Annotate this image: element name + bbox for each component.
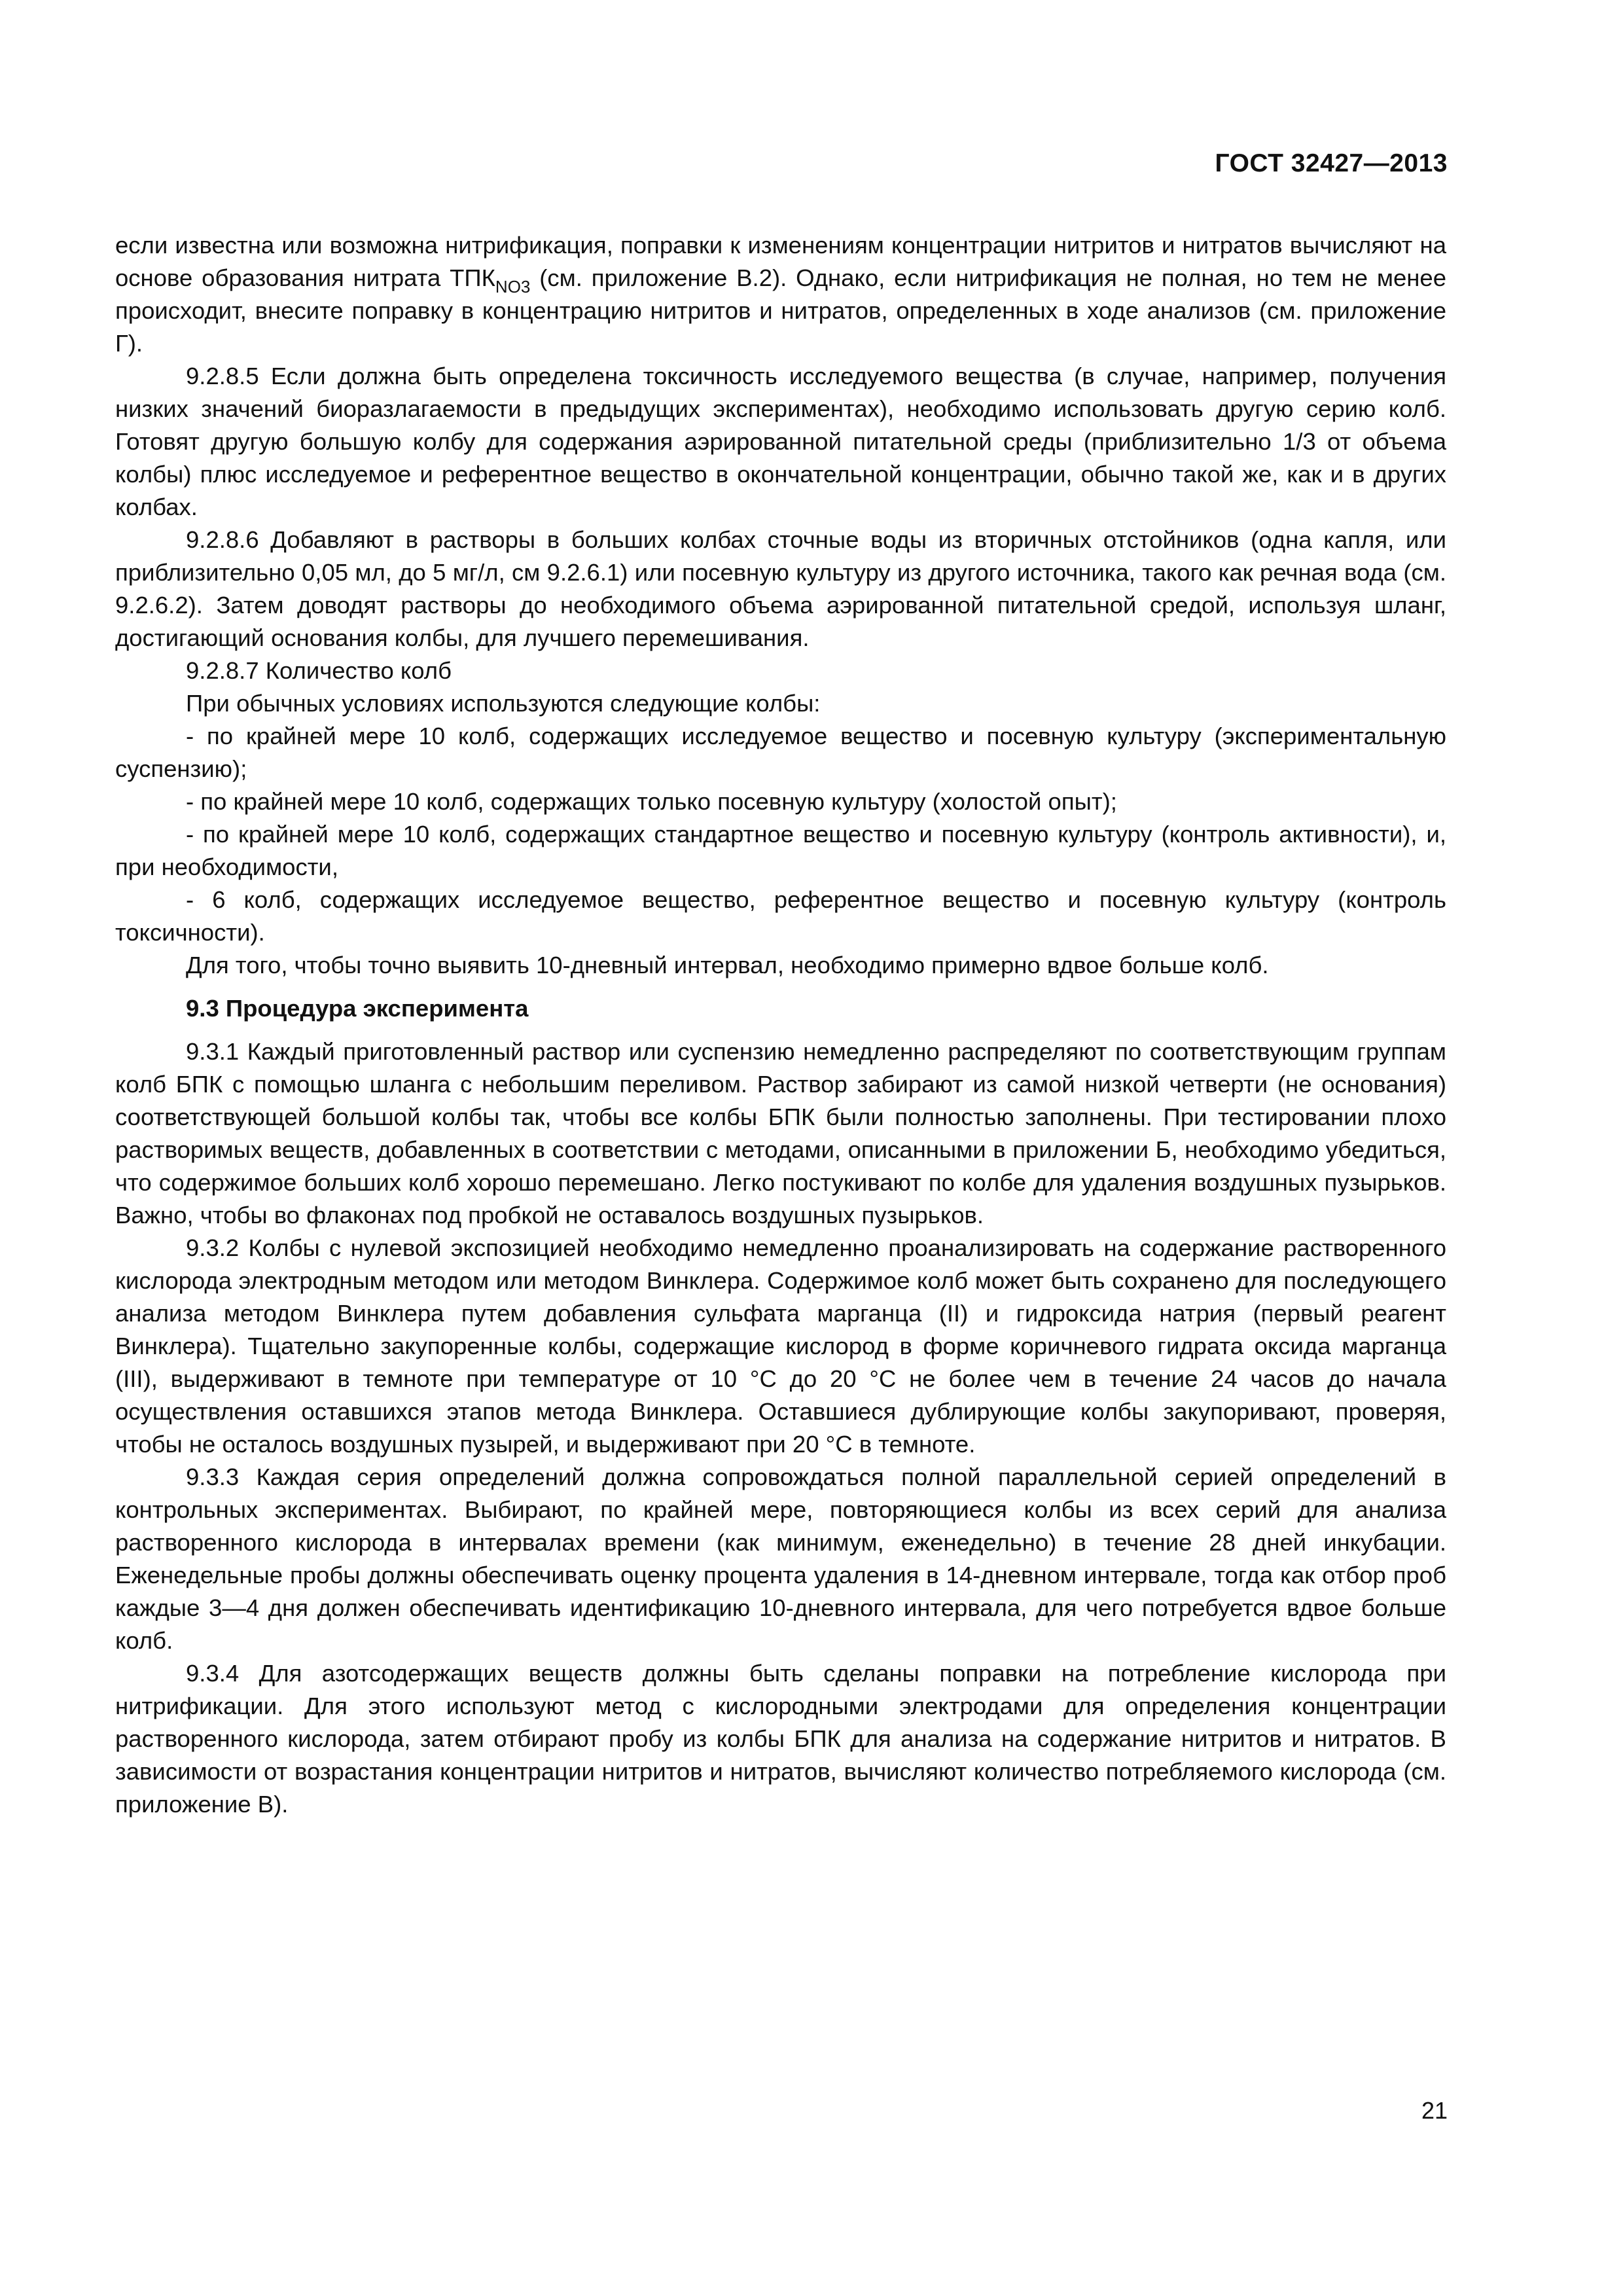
list-item: - по крайней мере 10 колб, содержащих только посевную культуру (холостой опыт); [186,788,1117,815]
paragraph-9-3-3: 9.3.3 Каждая серия определений должна сопровождаться полной параллельной серией определений в контрольных экспериментах. Выбирают, по крайней мере, повторяющиеся колбы из всех серий для анализа растворенного кислорода в интервалах времени (как минимум, еженедельно) в течение 28 дней инкубации. Еженедельные пробы должны обеспечивать оценку процента удаления в 14-дневном интервале, тогда как отбор проб каждые 3—4 дня должен обеспечивать идентификацию 10-дневного интервала, для чего потребуется вдвое больше колб. [115,1463,1446,1654]
paragraph-continuation [115,229,1446,360]
standard-header: ГОСТ 32427—2013 [1215,149,1448,177]
paragraph-9-2-8-5: 9.2.8.5 Если должна быть определена токсичность исследуемого вещества (в случае, например, получения низких значений биоразлагаемости в предыдущих экспериментах), необходимо использовать другую серию колб. Готовят другую большую колбу для содержания аэрированной питательной среды (приблизительно 1/3 от объема колбы) плюс исследуемое и референтное вещество в окончательной концентрации, обычно такой же, как и в других колбах. [115,363,1446,520]
paragraph-usual-conditions: При обычных условиях используются следующие колбы: [186,690,821,717]
page-number: 21 [1421,2097,1448,2124]
paragraph-9-2-8-6: 9.2.8.6 Добавляют в растворы в больших колбах сточные воды из вторичных отстойников (одна капля, или приблизительно 0,05 мл, до 5 мг/л, см 9.2.6.1) или посевную культуру из другого источника, такого как речная вода (см. 9.2.6.2). Затем доводят растворы до необходимого объема аэрированной питательной средой, используя шланг, достигающий основания колбы, для лучшего перемешивания. [115,526,1446,651]
paragraph-9-3-2: 9.3.2 Колбы с нулевой экспозицией необходимо немедленно проанализировать на содержание растворенного кислорода электродным методом или методом Винклера. Содержимое колб может быть сохранено для последующего анализа методом Винклера путем добавления сульфата марганца (II) и гидроксида натрия (первый реагент Винклера). Тщательно закупоренные колбы, содержащие кислород в форме коричневого гидрата оксида марганца (III), выдерживают в темноте при температуре от 10 °С до 20 °С не более чем в течение 24 часов до начала осуществления оставшихся этапов метода Винклера. Оставшиеся дублирующие колбы закупоривают, проверяя, чтобы не осталось воздушных пузырей, и выдерживают при 20 °С в темноте. [115,1234,1446,1458]
paragraph-9-3-4: 9.3.4 Для азотсодержащих веществ должны быть сделаны поправки на потребление кислорода при нитрификации. Для этого используют метод с кислородными электродами для определения концентрации растворенного кислорода, затем отбирают пробу из колбы БПК для анализа на содержание нитритов и нитратов. В зависимости от возрастания концентрации нитритов и нитратов, вычисляют количество потребляемого кислорода (см. приложение В). [115,1660,1446,1818]
subscript-no3: NO3 [495,277,531,296]
section-title: 9.3 Процедура эксперимента [186,995,529,1022]
list-item: - по крайней мере 10 колб, содержащих стандартное вещество и посевную культуру (контроль активности), и, при необходимости, [115,821,1446,880]
list-item: - по крайней мере 10 колб, содержащих исследуемое вещество и посевную культуру (экспериментальную суспензию); [115,723,1446,782]
paragraph-9-3-1: 9.3.1 Каждый приготовленный раствор или суспензию немедленно распределяют по соответствующим группам колб БПК с помощью шланга с небольшим переливом. Раствор забирают из самой низкой четверти (не основания) соответствующей большой колбы так, чтобы все колбы БПК были полностью заполнены. При тестировании плохо растворимых веществ, добавленных в соответствии с методами, описанными в приложении Б, необходимо убедиться, что содержимое больших колб хорошо перемешано. Легко постукивают по колбе для удаления воздушных пузырьков. Важно, чтобы во флаконах под пробкой не оставалось воздушных пузырьков. [115,1038,1446,1229]
list-item: - 6 колб, содержащих исследуемое вещество, референтное вещество и посевную культуру (контроль токсичности). [115,886,1446,946]
paragraph-text: (см. приложение В.2). Однако, если нитрификация не полная, но тем не менее происходит, внесите поправку в концентрацию нитритов и нитратов, определенных в ходе анализов (см. приложение Г). [115,264,1447,357]
document-body [115,229,1446,1821]
paragraph-interval-note: Для того, чтобы точно выявить 10-дневный интервал, необходимо примерно вдвое больше колб. [186,952,1269,978]
paragraph-9-2-8-7: 9.2.8.7 Количество колб [186,657,452,684]
paragraph-text: если известна или возможна нитрификация, поправки к изменениям концентрации нитритов и нитратов вычисляют на основе образования нитрата ТПК [115,232,1446,291]
